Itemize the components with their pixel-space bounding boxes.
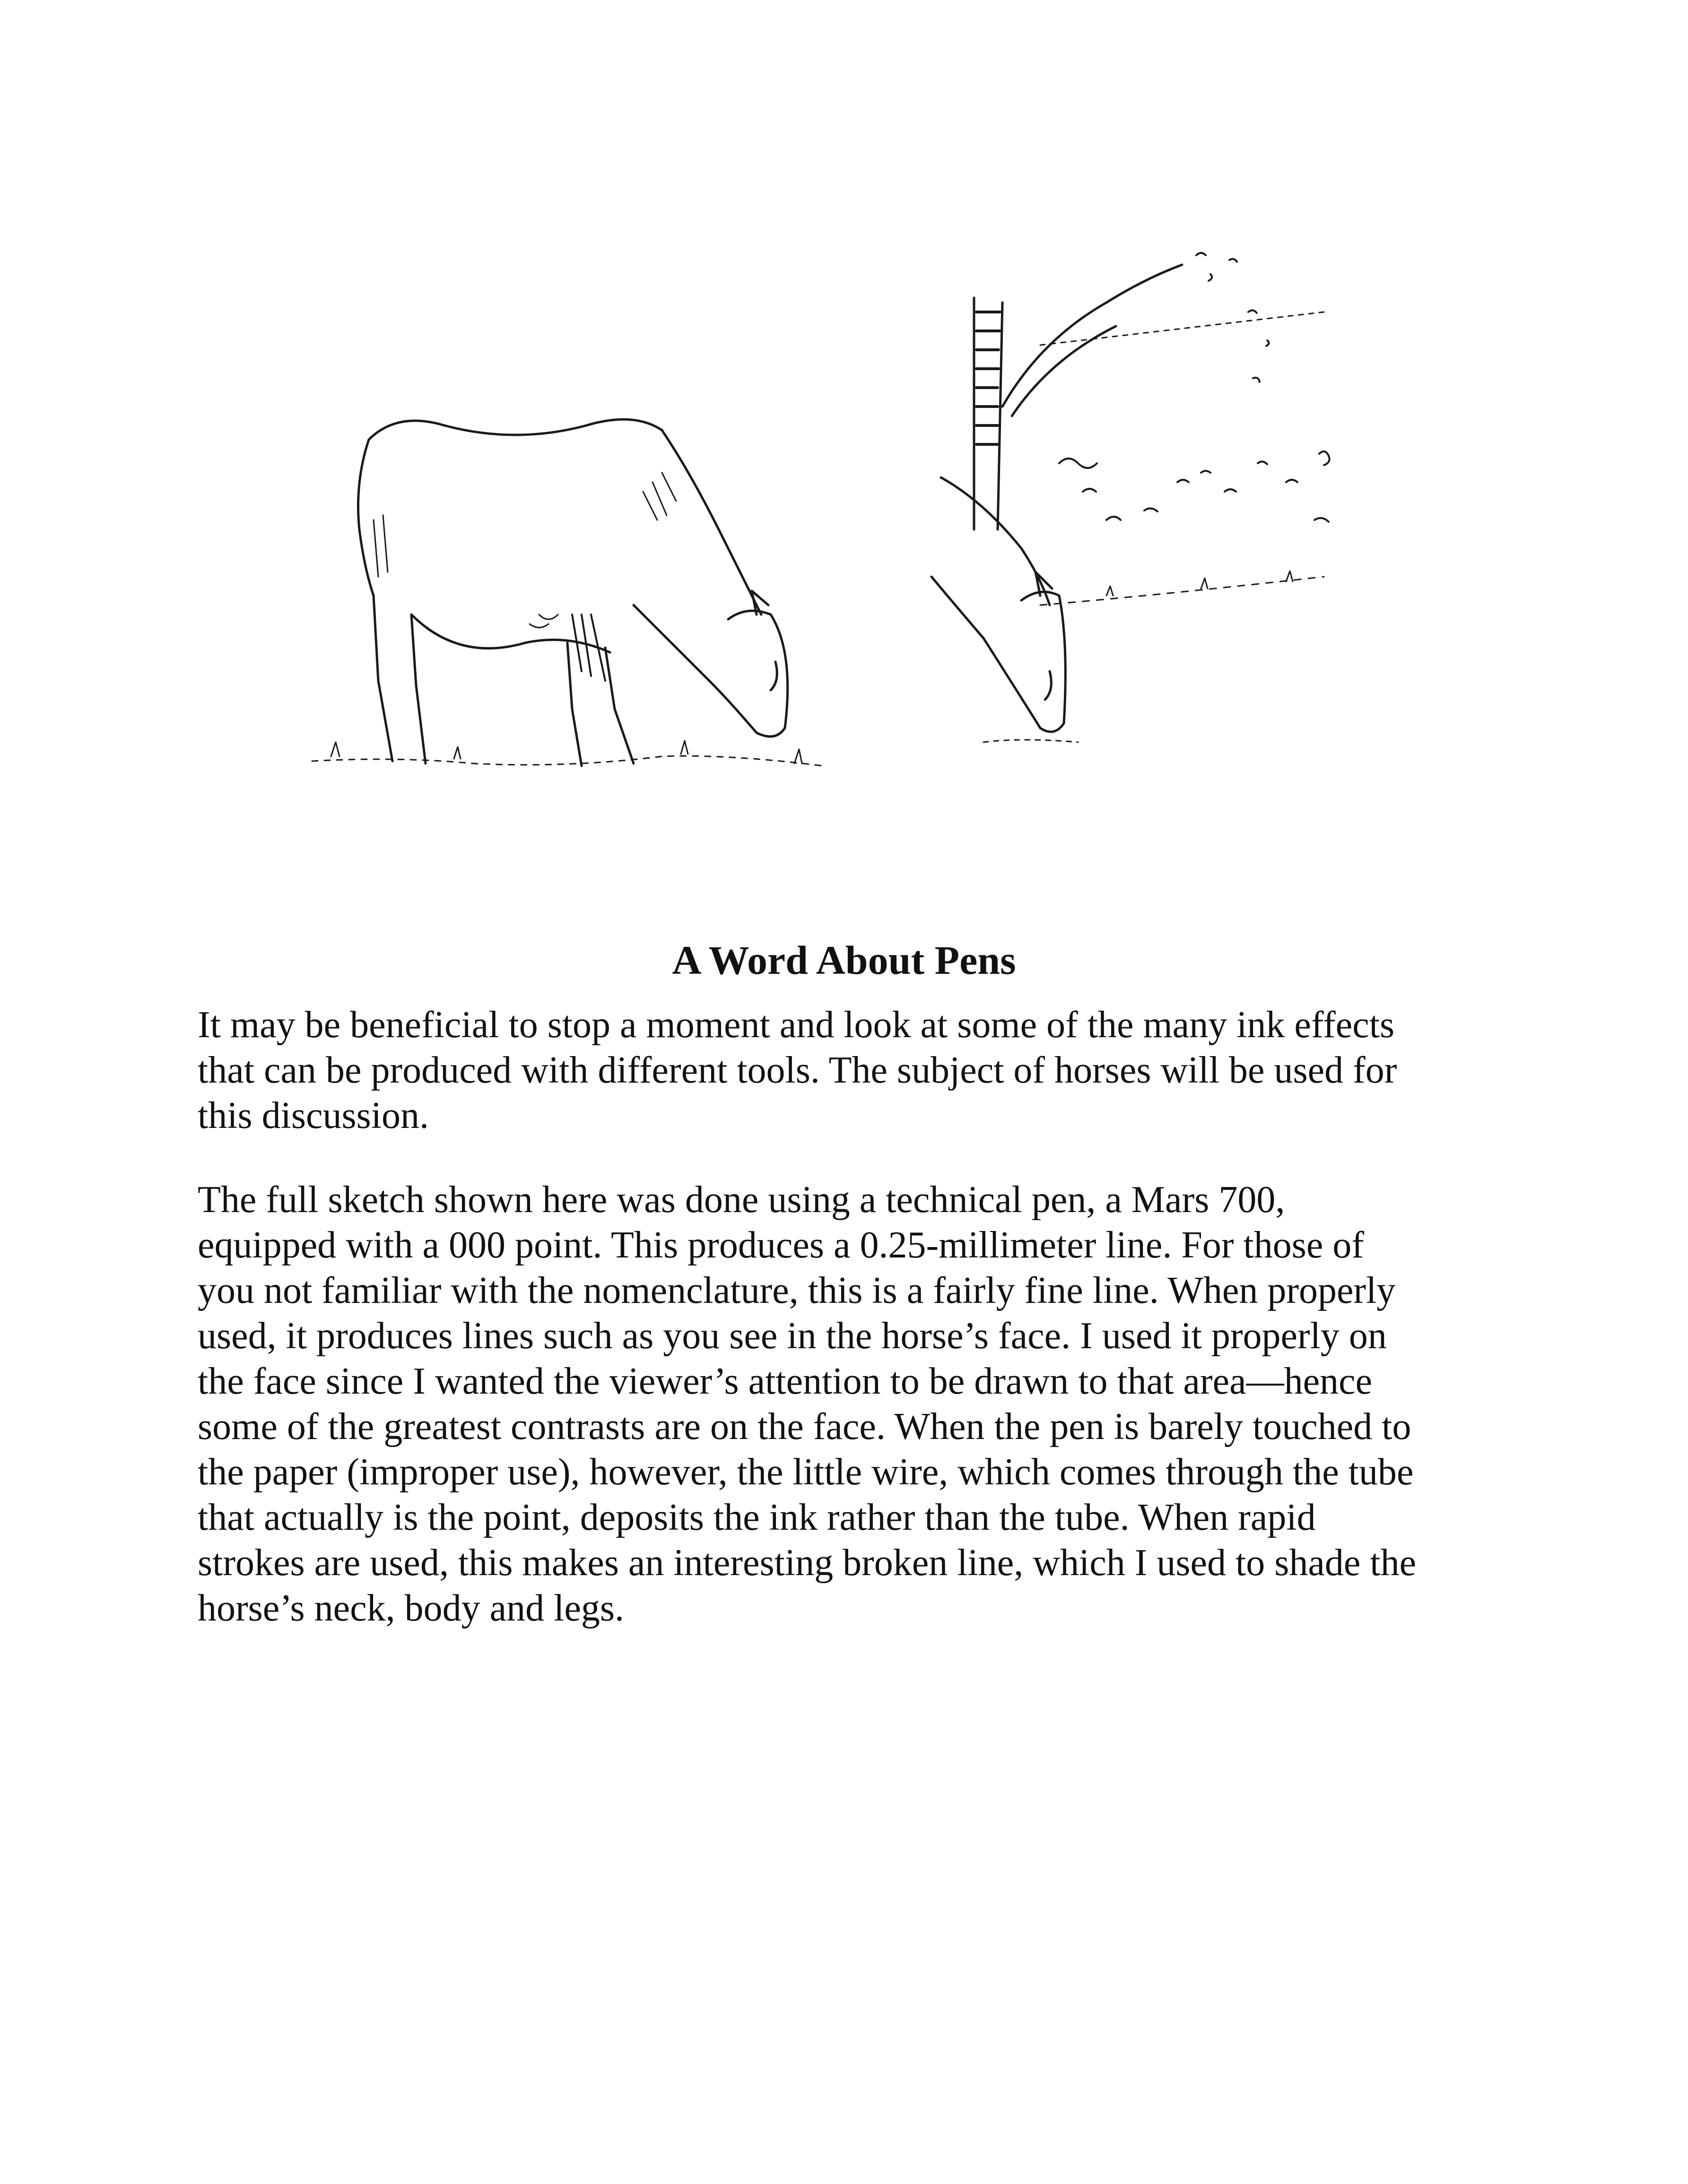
paragraph-line: strokes are used, this makes an interesting broken line, which I used to shade the [198,1542,1417,1584]
paragraph-line: some of the greatest contrasts are on the face. When the pen is barely touched to [198,1406,1411,1447]
paragraph-line: that can be produced with different tools. The subject of horses will be used for [198,1049,1397,1091]
left-horse-sketch [312,419,823,766]
paragraph-line: that actually is the point, deposits the ink rather than the tube. When rapid [198,1497,1316,1538]
paragraph-line: the face since I wanted the viewer’s attention to be drawn to that area—hence [198,1361,1373,1402]
paragraph-line: the paper (improper use), however, the little wire, which comes through the tube [198,1451,1414,1493]
paragraph-line: horse’s neck, body and legs. [198,1587,625,1629]
horse-sketch-illustration [303,189,1381,813]
paragraph-technical-pen [198,1177,1503,1631]
paragraph-line: this discussion. [198,1095,429,1136]
paragraph-line: equipped with a 000 point. This produces a 0.25-millimeter line. For those of [198,1224,1364,1266]
right-tree-horse-sketch [931,253,1330,742]
paragraph-line: The full sketch shown here was done using a technical pen, a Mars 700, [198,1179,1285,1221]
paragraph-intro [198,1002,1503,1138]
paragraph-line: used, it produces lines such as you see in the horse’s face. I used it properly on [198,1315,1387,1357]
page-title: A Word About Pens [672,937,1016,983]
paragraph-line: It may be beneficial to stop a moment and look at some of the many ink effects [198,1004,1395,1046]
paragraph-line: you not familiar with the nomenclature, this is a fairly fine line. When properly [198,1270,1396,1311]
